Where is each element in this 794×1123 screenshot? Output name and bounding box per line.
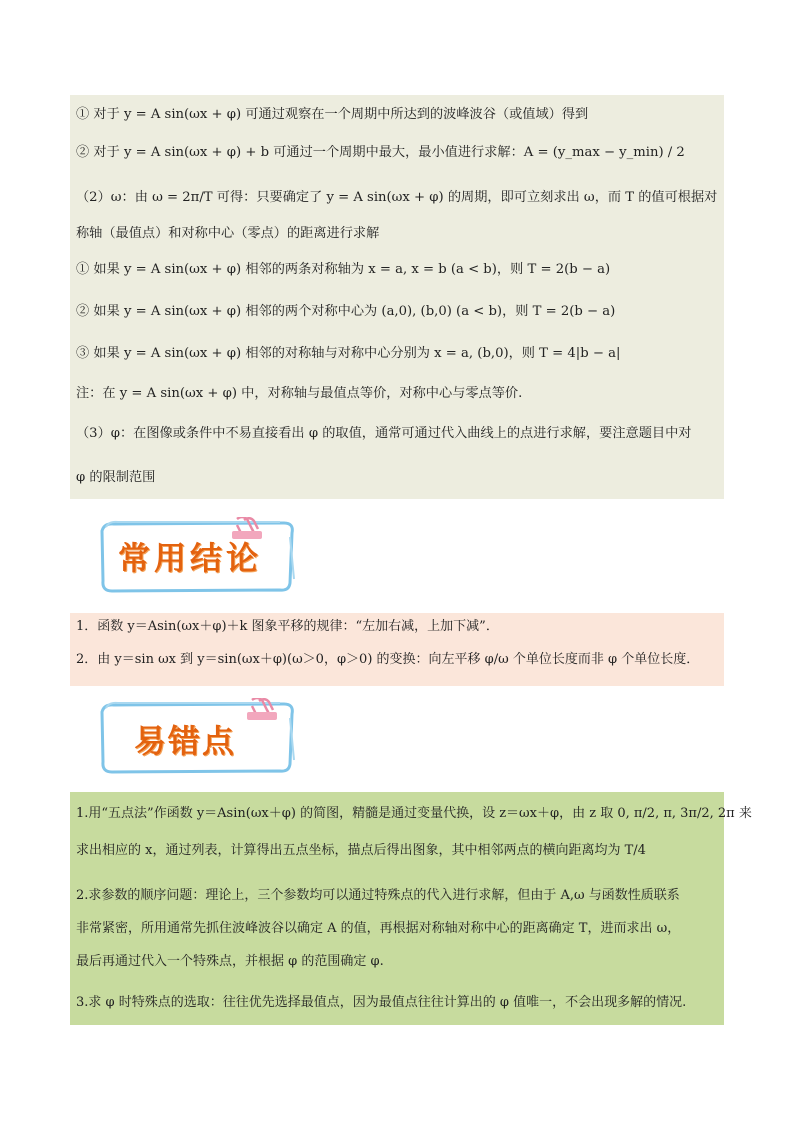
note-line-5: ① 如果 y = A sin(ωx + φ) 相邻的两条对称轴为 x = a, x = b (a < b)，则 T = 2(b − a) [76, 262, 611, 277]
note-line-7: ③ 如果 y = A sin(ωx + φ) 相邻的对称轴与对称中心分别为 x = a, (b,0)，则 T = 4|b − a| [76, 346, 621, 361]
error-line-3: 2.求参数的顺序问题：理论上，三个参数均可以通过特殊点的代入进行求解，但由于 A,ω 与函数性质联系 [76, 888, 680, 903]
note-line-10: φ 的限制范围 [76, 470, 156, 485]
note-line-8: 注：在 y = A sin(ωx + φ) 中，对称轴与最值点等价，对称中心与零点等价. [76, 386, 523, 401]
note-line-6: ② 如果 y = A sin(ωx + φ) 相邻的两个对称中心为 (a,0), (b,0) (a < b)，则 T = 2(b − a) [76, 304, 616, 319]
note-line-2: ② 对于 y = A sin(ωx + φ) + b 可通过一个周期中最大，最小值进行求解：A = (y_max − y_min) / 2 [76, 145, 685, 160]
error-prone-points-banner [94, 698, 324, 778]
note-line-9: （3）φ：在图像或条件中不易直接看出 φ 的取值，通常可通过代入曲线上的点进行求解，要注意题目中对 [76, 426, 692, 441]
error-line-5: 最后再通过代入一个特殊点，并根据 φ 的范围确定 φ. [76, 954, 384, 969]
conclusion-line-2: 2．由 y＝sin ωx 到 y＝sin(ωx＋φ)(ω＞0，φ＞0) 的变换：向左平移 φ/ω 个单位长度而非 φ 个单位长度． [76, 652, 700, 667]
note-line-3: （2）ω：由 ω = 2π/T 可得：只要确定了 y = A sin(ωx + φ) 的周期，即可立刻求出 ω，而 T 的值可根据对 [76, 190, 718, 205]
error-line-2: 求出相应的 x，通过列表，计算得出五点坐标，描点后得出图象，其中相邻两点的横向距离均为 T/4 [76, 843, 646, 858]
note-line-4: 称轴（最值点）和对称中心（零点）的距离进行求解 [76, 226, 380, 241]
error-line-4: 非常紧密，所用通常先抓住波峰波谷以确定 A 的值，再根据对称轴对称中心的距离确定 T，进而求出 ω， [76, 921, 681, 936]
conclusion-line-1: 1．函数 y＝Asin(ωx＋φ)＋k 图象平移的规律：“左加右减，上加下减”． [76, 619, 499, 634]
banner-title: 易错点 [134, 722, 237, 760]
method-notes-box [70, 95, 724, 499]
banner-title: 常用结论 [118, 539, 263, 577]
note-line-1: ① 对于 y = A sin(ωx + φ) 可通过观察在一个周期中所达到的波峰波谷（或值域）得到 [76, 107, 589, 122]
error-line-6: 3.求 φ 时特殊点的选取：往往优先选择最值点，因为最值点往往计算出的 φ 值唯一，不会出现多解的情况. [76, 995, 687, 1010]
common-conclusions-box [70, 613, 724, 686]
error-line-1: 1.用“五点法”作函数 y＝Asin(ωx＋φ) 的简图，精髓是通过变量代换，设 z＝ωx＋φ，由 z 取 0, π/2, π, 3π/2, 2π 来 [76, 806, 752, 821]
error-prone-points-box [70, 792, 752, 1025]
common-conclusions-banner [94, 517, 324, 597]
